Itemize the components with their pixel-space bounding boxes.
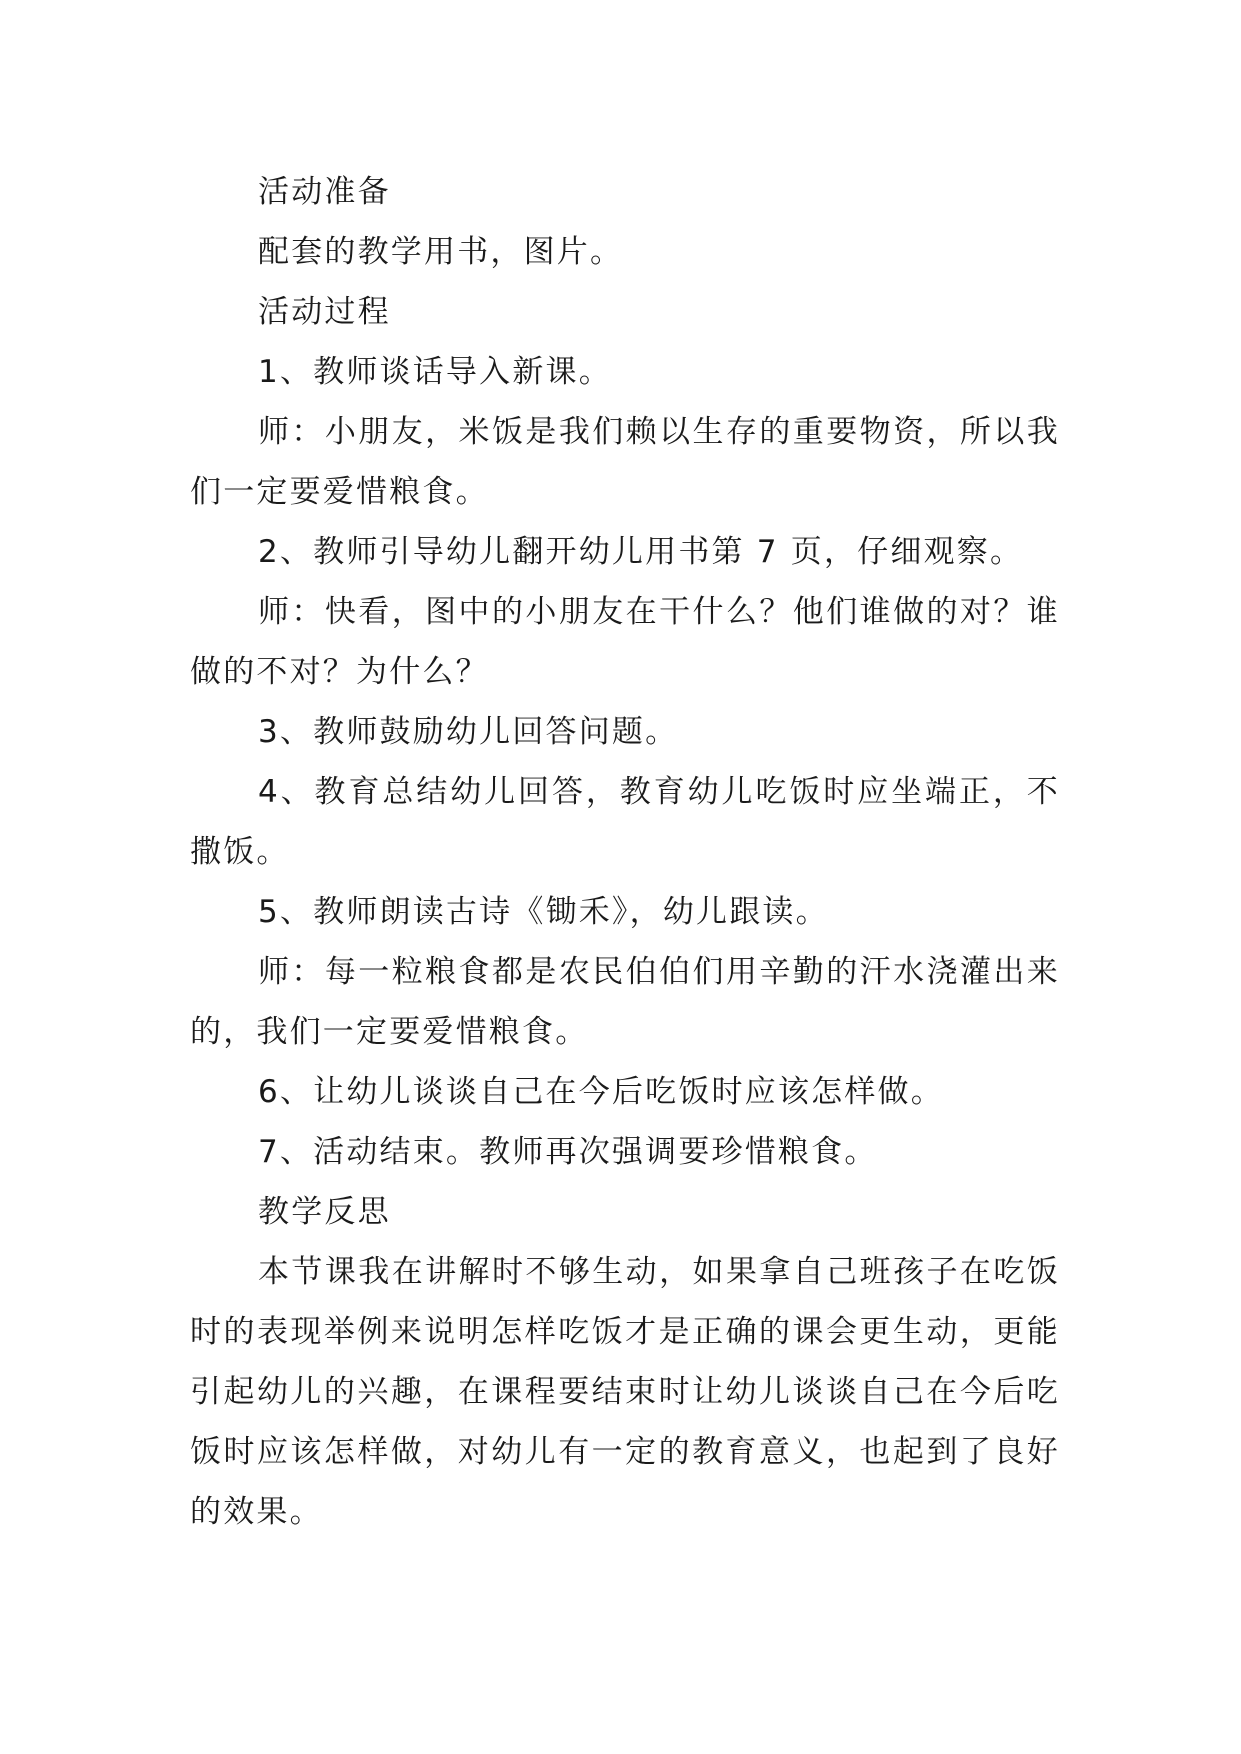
heading-activity-process: 活动过程: [258, 294, 391, 330]
step-6: 6、让幼儿谈谈自己在今后吃饭时应该怎样做。: [258, 1074, 944, 1110]
step-7: 7、活动结束。教师再次强调要珍惜粮食。: [258, 1134, 878, 1170]
step-1: 1、教师谈话导入新课。: [258, 354, 612, 390]
teacher-speech-3: 师：每一粒粮食都是农民伯伯们用辛勤的汗水浇灌出来的，我们一定要爱惜粮食。: [190, 954, 1060, 1050]
paragraph-reflection: 本节课我在讲解时不够生动，如果拿自己班孩子在吃饭时的表现举例来说明怎样吃饭才是正确的课会更生动，更能引起幼儿的兴趣，在课程要结束时让幼儿谈谈自己在今后吃饭时应该怎样做，对幼儿有一定的教育意义，也起到了良好的效果。: [190, 1254, 1060, 1530]
paragraph-preparation-materials: 配套的教学用书，图片。: [258, 234, 624, 270]
step-5: 5、教师朗读古诗《锄禾》，幼儿跟读。: [258, 894, 829, 930]
step-4: 4、教育总结幼儿回答，教育幼儿吃饭时应坐端正，不撒饭。: [190, 774, 1060, 870]
teacher-speech-2: 师：快看，图中的小朋友在干什么？他们谁做的对？谁做的不对？为什么？: [190, 594, 1060, 690]
document-body: [190, 162, 1060, 1542]
heading-activity-preparation: 活动准备: [258, 174, 391, 210]
teacher-speech-1: 师：小朋友，米饭是我们赖以生存的重要物资，所以我们一定要爱惜粮食。: [190, 414, 1060, 510]
step-2: 2、教师引导幼儿翻开幼儿用书第 7 页，仔细观察。: [258, 534, 1024, 570]
heading-teaching-reflection: 教学反思: [258, 1194, 391, 1230]
step-3: 3、教师鼓励幼儿回答问题。: [258, 714, 679, 750]
